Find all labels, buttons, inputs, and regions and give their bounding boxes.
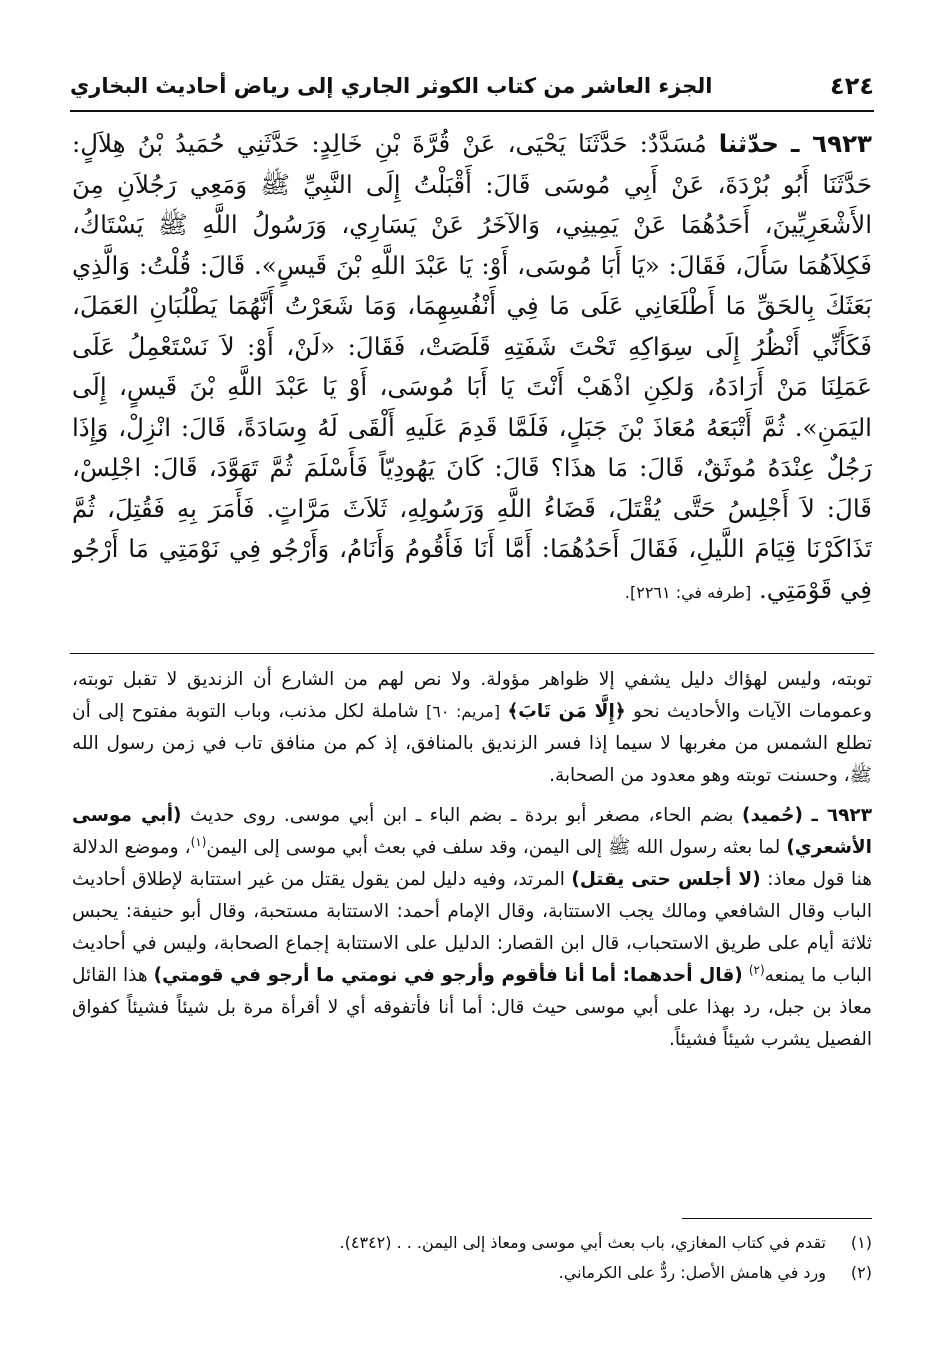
header-divider	[70, 110, 874, 112]
hadith-cross-reference: [طرفه في: ٢٢٦١].	[624, 582, 752, 602]
footnote-text: تقدم في كتاب المغازي، باب بعث أبي موسى ومعاذ إلى اليمن. . . (٤٣٤٢).	[339, 1233, 826, 1252]
commentary-text: ، وموضع الدلالة هنا قول معاذ:	[72, 837, 872, 890]
footnote-text: ورد في هامش الأصل: ردٌّ على الكرماني.	[558, 1263, 826, 1282]
commentary-text: بضم الحاء، مصغر أبو بردة ـ بضم الباء ـ ابن أبي موسى. روى حديث	[190, 805, 734, 826]
page-number: ٤٢٤	[830, 72, 874, 100]
glossed-quote: (لا أجلس حتى يقتل)	[571, 869, 761, 890]
footnote-marker[interactable]: (١)	[190, 834, 207, 849]
footnote	[72, 1228, 872, 1258]
footnote-marker[interactable]: (٢)	[748, 962, 765, 977]
commentary-divider	[70, 653, 874, 654]
footnote-number: (٢)	[850, 1263, 872, 1282]
running-header	[70, 64, 874, 108]
commentary-text: توبته، وليس لهؤاك دليل يشفي إلا ظواهر مؤولة. ولا نص لهم من الشارع أن الزنديق لا تقبل توبته، وعمومات الآيات والأحاديث نحو	[72, 669, 872, 722]
hadith-opening: حدّثنا	[718, 129, 779, 158]
hadith-body: مُسَدَّدٌ: حَدَّثَنَا يَحْيَى، عَنْ قُرَّةَ بْنِ خَالِدٍ: حَدَّثَنِي حُمَيدُ بْنُ هِلاَلٍ: حَدَّثَنَا أَبُو بُرْدَةَ، عَنْ أَبِي مُوسَى قَالَ: أَقْبَلْتُ إِلَى النَّبِيِّ ﷺ وَمَعِي رَجُلاَنِ مِنَ الأَشْعَرِيِّينَ، أَحَدُهُمَا عَنْ يَمِينِي، وَالآخَرُ عَنْ يَسَارِي، وَرَسُولُ اللَّهِ ﷺ يَسْتَاكُ، فَكِلاَهُمَا سَأَلَ، فَقَالَ: «يَا أَبَا مُوسَى، أَوْ: يَا عَبْدَ اللَّهِ بْنَ قَيسٍ». قَالَ: قُلْتُ: وَالَّذِي بَعَثَكَ بِالحَقِّ مَا أَطْلَعَانِي عَلَى مَا فِي أَنْفُسِهِمَا، وَمَا شَعَرْتُ أَنَّهُمَا يَطْلُبَانِ العَمَلَ، فَكَأَنِّي أَنْظُرُ إِلَى سِوَاكِهِ تَحْتَ شَفَتِهِ قَلَصَتْ، فَقَالَ: «لَنْ، أَوْ: لاَ نَسْتَعْمِلُ عَلَى عَمَلِنَا مَنْ أَرَادَهُ، وَلكِنِ اذْهَبْ أَنْتَ يَا أَبَا مُوسَى، أَوْ يَا عَبْدَ اللَّهِ بْنَ قَيسٍ، إِلَى اليَمَنِ». ثُمَّ أَتْبَعَهُ مُعَاذَ بْنَ جَبَلٍ، فَلَمَّا قَدِمَ عَلَيهِ أَلْقَى لَهُ وِسَادَةً، قَالَ: انْزِلْ، وَإِذَا رَجُلٌ عِنْدَهُ مُوثَقٌ، قَالَ: مَا هذَا؟ قَالَ: كَانَ يَهُودِيّاً فَأَسْلَمَ ثُمَّ تَهَوَّدَ، قَالَ: اجْلِسْ، قَالَ: لاَ أَجْلِسُ حَتَّى يُقْتَلَ، قَضَاءُ اللَّهِ وَرَسُولِهِ، ثَلاَثَ مَرَّاتٍ. فَأَمَرَ بِهِ فَقُتِلَ، ثُمَّ تَذَاكَرْنَا قِيَامَ اللَّيلِ، فَقَالَ أَحَدُهُمَا: أَمَّا أَنَا فَأَقُومُ وَأَنَامُ، وَأَرْجُو فِي نَوْمَتِي مَا أَرْجُو فِي قَوْمَتِي.	[72, 129, 872, 604]
commentary	[72, 664, 872, 1212]
footnotes	[72, 1228, 872, 1288]
glossed-term: (أبي موسى الأشعري)	[72, 805, 872, 858]
commentary-text: لما بعثه رسول الله ﷺ إلى اليمن، وقد سلف في بعث أبي موسى إلى اليمن	[206, 837, 781, 858]
commentary-text: المرتد، وفيه دليل لمن يقول يقتل من غير استتابة لإطلاق أحاديث الباب وقال الشافعي ومالك يجب الاستتابة، وقال الإمام أحمد: الاستتابة مستحبة، وقال أبو حنيفة: يحبس ثلاثة أيام على طريق الاستحباب، قال ابن القصار: الدليل على الاستتابة إجماع الصحابة، وليس في أحاديث الباب ما يمنعه	[72, 869, 872, 986]
running-title: الجزء العاشر من كتاب الكوثر الجاري إلى رياض أحاديث البخاري	[70, 74, 713, 98]
commentary-paragraph	[72, 664, 872, 792]
hadith-number: ٦٩٢٣ ـ	[791, 129, 872, 158]
commentary-text: شاملة لكل مذنب، وباب التوبة مفتوح إلى أن تطلع الشمس من مغربها لا سيما إذا فسر الزنديق بالمنافق، إذ كم من منافق تاب في زمن رسول الله ﷺ، وحسنت توبته وهو معدود من الصحابة.	[72, 701, 872, 786]
quran-verse: ﴿إِلَّا مَن تَابَ﴾	[507, 701, 626, 722]
glossed-term: (حُميد)	[742, 805, 803, 826]
footnote-divider	[682, 1218, 872, 1219]
verse-reference: [مريم: ٦٠]	[425, 702, 501, 721]
commentary-number: ٦٩٢٣ ـ	[811, 805, 872, 826]
glossed-quote: (قال أحدهما: أما أنا فأقوم وأرجو في نومتي ما أرجو في قومتي)	[153, 965, 743, 986]
commentary-paragraph	[72, 800, 872, 1056]
footnote-number: (١)	[850, 1233, 872, 1252]
footnote	[72, 1258, 872, 1288]
commentary-text: هذا القائل معاذ بن جبل، رد بهذا على أبي موسى حيث قال: أما أنا فأتفوقه أي لا أقرأة مرة بل شيئاً فشيئاً كفواق الفصيل يشرب شيئاً فشيئاً.	[72, 965, 872, 1050]
hadith-text	[72, 124, 872, 646]
